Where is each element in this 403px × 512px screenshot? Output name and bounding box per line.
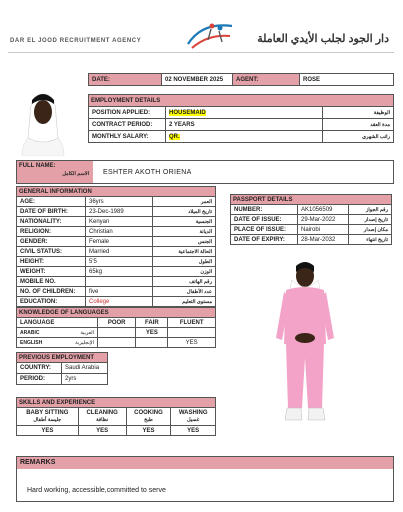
weight-ar: الوزن [153,267,216,277]
skill-washing-value: YES [171,426,216,436]
weight-value: 65kg [86,267,153,277]
skill-cooking-ar: طبخ [144,416,153,423]
skill-babysitting-en: BABY SITTING [26,409,69,416]
agency-logo [182,18,240,56]
mobile-label: MOBILE NO. [17,277,86,287]
age-value: 36yrs [86,197,153,207]
lang-arabic-fair: YES [136,328,168,338]
skills-title: SKILLS AND EXPERIENCE [17,398,216,408]
header-divider [8,52,394,53]
civil-status-value: Married [86,247,153,257]
gender-value: Female [86,237,153,247]
lang-english-poor [98,338,136,348]
lang-arabic-name: ARABIC [20,329,40,336]
lang-col-fluent: FLUENT [168,318,216,328]
skill-cooking-head [126,408,171,426]
period-value: 2yrs [62,374,108,385]
agent-label: AGENT: [233,74,300,86]
skill-cleaning-ar: نظافة [96,416,109,423]
civil-status-label: CIVIL STATUS: [17,247,86,257]
age-ar: العمر [153,197,216,207]
nationality-ar: الجنسية [153,217,216,227]
full-name-box [16,160,394,184]
passport-table [230,194,392,245]
employment-title: EMPLOYMENT DETAILS [89,95,394,107]
skill-cleaning-value: YES [78,426,126,436]
salary-ar: راتب الشهري [323,131,394,143]
lang-col-language: LANGUAGE [17,318,98,328]
contract-value: 2 YEARS [166,119,323,131]
full-name-value: ESHTER AKOTH ORIENA [103,169,192,176]
education-ar: مستوى التعليم [153,297,216,307]
religion-ar: الديانة [153,227,216,237]
agency-arabic-title: دار الجود لجلب الأيدي العاملة [257,33,389,45]
dob-ar: تاريخ الميلاد [153,207,216,217]
date-value: 02 NOVEMBER 2025 [162,74,233,86]
salary-value: QR. [169,133,180,140]
passport-number-ar: رقم الجواز [349,205,392,215]
full-name-label-cell [17,161,93,183]
remarks-box [16,456,394,502]
skill-cleaning-en: CLEANING [86,409,118,416]
languages-table [16,307,216,348]
expiry-ar: تاريخ انتهاء [349,235,392,245]
education-value: College [86,297,153,307]
gender-ar: الجنس [153,237,216,247]
passport-title: PASSPORT DETAILS [231,195,392,205]
mobile-value [86,277,153,287]
lang-row-arabic [17,328,98,338]
contract-ar: مدة العقد [323,119,394,131]
height-value: 5'5 [86,257,153,267]
lang-arabic-ar: العربية [80,329,94,336]
remarks-text: Hard working, accessible,committed to serve [27,487,166,494]
dob-value: 23-Dec-1989 [86,207,153,217]
portrait-photo [18,86,68,156]
lang-english-name: ENGLISH [20,339,43,346]
position-label: POSITION APPLIED: [89,107,166,119]
lang-english-fluent: YES [168,338,216,348]
salary-label: MONTHLY SALARY: [89,131,166,143]
previous-title: PREVIOUS EMPLOYMENT [17,353,108,363]
contract-label: CONTRACT PERIOD: [89,119,166,131]
previous-employment-table [16,352,108,385]
country-value: Saudi Arabia [62,363,108,374]
age-label: AGE: [17,197,86,207]
lang-row-english [17,338,98,348]
skill-cleaning-head [78,408,126,426]
position-value: HOUSEMAID [169,109,206,116]
general-info-table [16,186,216,307]
children-ar: عدد الأطفال [153,287,216,297]
issue-place-label: PLACE OF ISSUE: [231,225,298,235]
issue-place-ar: مكان إصدار [349,225,392,235]
lang-col-fair: FAIR [136,318,168,328]
full-name-label: FULL NAME: [19,163,56,169]
skill-babysitting-value: YES [17,426,79,436]
skill-babysitting-ar: جليسة أطفال [33,416,62,423]
issue-date-ar: تاريخ إصدار [349,215,392,225]
expiry-label: DATE OF EXPIRY: [231,235,298,245]
lang-english-fair [136,338,168,348]
full-body-photo [270,258,340,433]
passport-number-value: AK1056509 [298,205,349,215]
dob-label: DATE OF BIRTH: [17,207,86,217]
mobile-ar: رقم الهاتف [153,277,216,287]
expiry-value: 28-Mar-2032 [298,235,349,245]
top-info-table [88,73,394,86]
issue-date-value: 29-Mar-2022 [298,215,349,225]
nationality-value: Kenyan [86,217,153,227]
employment-table [88,94,394,143]
lang-arabic-fluent [168,328,216,338]
religion-value: Christian [86,227,153,237]
civil-status-ar: الحالة الاجتماعية [153,247,216,257]
agent-value: ROSE [300,74,394,86]
lang-arabic-poor [98,328,136,338]
position-ar: الوظيفة [323,107,394,119]
languages-title: KNOWLEDGE OF LANGUAGES [17,308,216,318]
date-label: DATE: [89,74,162,86]
skill-washing-head [171,408,216,426]
passport-number-label: NUMBER: [231,205,298,215]
skills-table [16,397,216,436]
height-ar: الطول [153,257,216,267]
skill-cooking-en: COOKING [134,409,163,416]
lang-english-ar: الإنجليزية [75,339,94,346]
skill-washing-en: WASHING [178,409,208,416]
gender-label: GENDER: [17,237,86,247]
general-title: GENERAL INFORMATION [17,187,216,197]
religion-label: RELIGION: [17,227,86,237]
country-label: COUNTRY: [17,363,62,374]
lang-col-poor: POOR [98,318,136,328]
height-label: HEIGHT: [17,257,86,267]
nationality-label: NATIONALITY: [17,217,86,227]
weight-label: WEIGHT: [17,267,86,277]
skill-babysitting-head [17,408,79,426]
education-label: EDUCATION: [17,297,86,307]
full-name-ar: الاسم الكامل [62,171,89,177]
agency-name: DAR EL JOOD RECRUITMENT AGENCY [10,38,142,44]
children-label: NO. OF CHILDREN: [17,287,86,297]
period-label: PERIOD: [17,374,62,385]
children-value: five [86,287,153,297]
skill-cooking-value: YES [126,426,171,436]
skill-washing-ar: غسيل [186,416,200,423]
remarks-title: REMARKS [17,457,393,469]
issue-place-value: Nairobi [298,225,349,235]
issue-date-label: DATE OF ISSUE: [231,215,298,225]
